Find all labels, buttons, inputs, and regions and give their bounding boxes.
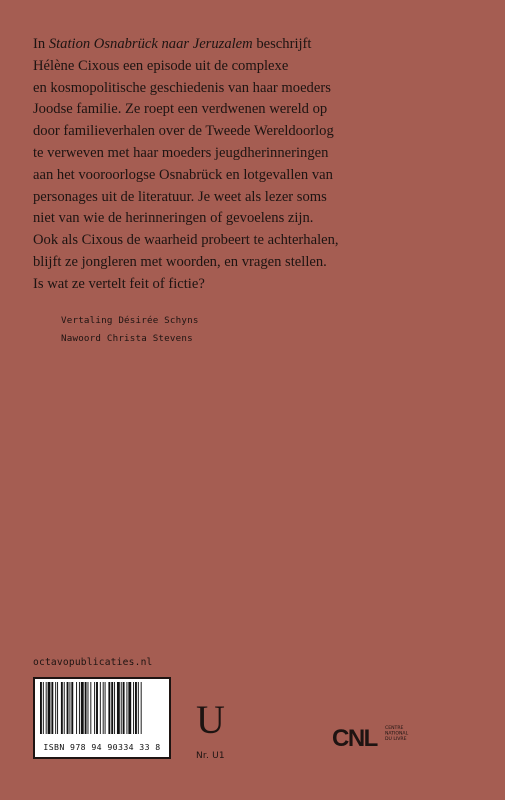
- barcode-bar: [128, 682, 131, 734]
- afterword-credit: Nawoord Christa Stevens: [61, 333, 193, 344]
- blurb-line: Is wat ze vertelt feit of fictie?: [33, 275, 205, 292]
- blurb-line: niet van wie de herinneringen of gevoelens zijn.: [33, 210, 314, 227]
- cnl-logo: [332, 722, 412, 750]
- barcode-bar: [123, 682, 125, 734]
- blurb-line: Ook als Cixous de waarheid probeert te achterhalen,: [33, 232, 339, 249]
- barcode-bar: [135, 682, 137, 734]
- credits: [61, 312, 199, 348]
- barcode-bar: [105, 682, 106, 734]
- barcode-bar: [94, 682, 95, 734]
- blurb-line: blijft ze jongleren met woorden, en vragen stellen.: [33, 253, 327, 270]
- series-number: Nr. U1: [196, 751, 225, 761]
- barcode-bar: [90, 682, 91, 734]
- blurb-line: [33, 34, 493, 56]
- barcode-bar: [141, 682, 142, 734]
- cnl-mark: CNL: [332, 725, 377, 750]
- barcode-bar: [96, 682, 98, 734]
- back-cover-blurb: [33, 34, 493, 296]
- cnl-line: DU LIVRE: [385, 737, 407, 742]
- barcode-bar: [76, 682, 77, 734]
- blurb-line: personages uit de literatuur. Je weet als lezer soms: [33, 188, 327, 205]
- barcode-bar: [40, 682, 42, 734]
- barcode-bar: [85, 682, 87, 734]
- publisher-website: octavopublicaties.nl: [33, 657, 153, 668]
- barcode-bar: [64, 682, 65, 734]
- blurb-line: Hélène Cixous een episode uit de complexe: [33, 57, 289, 74]
- translator-credit: Vertaling Désirée Schyns: [61, 315, 199, 326]
- barcode-bar: [57, 682, 58, 734]
- blurb-line: door familieverhalen over de Tweede Wereldoorlog: [33, 123, 334, 140]
- barcode-bar: [48, 682, 51, 734]
- barcode-bar: [108, 682, 110, 734]
- barcode-bar: [46, 682, 47, 734]
- barcode-bar: [55, 682, 56, 734]
- blurb-line: aan het vooroorlogse Osnabrück en lotgevallen van: [33, 166, 333, 183]
- cnl-line: CENTRE: [385, 726, 404, 731]
- isbn-number: ISBN 978 94 90334 33 8: [43, 742, 161, 752]
- cnl-line: NATIONAL: [385, 731, 409, 737]
- barcode-bar: [117, 682, 120, 734]
- barcode-bar: [103, 682, 104, 734]
- barcode-bar: [51, 682, 53, 734]
- barcode-bar: [114, 682, 115, 734]
- barcode-bar: [69, 682, 70, 734]
- barcode-bar: [126, 682, 127, 734]
- barcode-bar: [133, 682, 134, 734]
- barcode-bar: [81, 682, 84, 734]
- barcode-bar: [67, 682, 69, 734]
- blurb-text: In: [33, 36, 49, 52]
- barcode-bar: [71, 682, 73, 734]
- blurb-line: te verweven met haar moeders jeugdherinneringen: [33, 144, 329, 161]
- isbn-barcode: [33, 677, 171, 759]
- barcode-bar: [100, 682, 101, 734]
- barcode-bar: [88, 682, 89, 734]
- blurb-line: en kosmopolitische geschiedenis van haar moeders: [33, 79, 331, 96]
- barcode-bar: [121, 682, 122, 734]
- barcode-bar: [61, 682, 63, 734]
- series-logo-u: U: [196, 697, 225, 742]
- barcode-bar: [111, 682, 113, 734]
- barcode-bar: [43, 682, 44, 734]
- barcode-bar: [79, 682, 80, 734]
- book-title: Station Osnabrück naar Jeruzalem: [48, 36, 253, 52]
- barcode-bar: [138, 682, 139, 734]
- blurb-text: beschrijft: [252, 36, 312, 52]
- barcode-bars: [38, 682, 166, 734]
- blurb-line: Joodse familie. Ze roept een verdwenen wereld op: [33, 101, 328, 118]
